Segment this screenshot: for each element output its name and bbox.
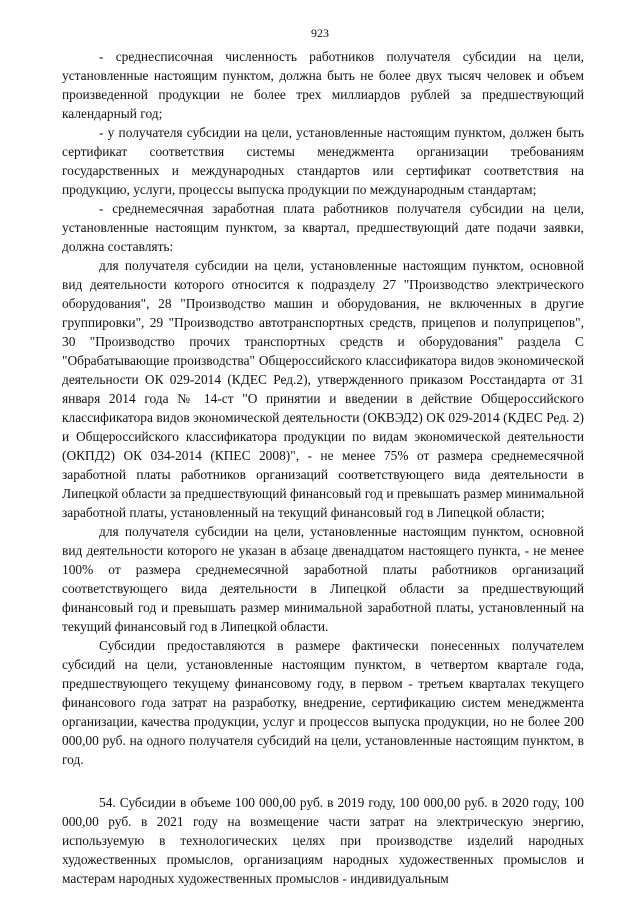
document-body <box>62 47 584 888</box>
paragraph-employee-count: - среднесписочная численность работников получателя субсидии на цели, установленные настоящим пунктом, должна быть не более двух тысяч человек и объем произведенной продукции не более трех миллиардов рублей за предшествующий календарный год; <box>62 49 584 121</box>
page-number: 923 <box>311 26 329 40</box>
paragraph-average-salary: - среднемесячная заработная плата работников получателя субсидии на цели, установленные настоящим пунктом, за квартал, предшествующий дате подачи заявки, должна составлять: <box>62 201 584 254</box>
paragraph-manufacturing-sectors: для получателя субсидии на цели, установленные настоящим пунктом, основной вид деятельности которого относится к подразделу 27 "Производство электрического оборудования", 28 "Производство машин и оборудования, не включенных в другие группировки", 29 "Производство автотранспортных средств, прицепов и полуприцепов", 30 "Производство прочих транспортных средств и оборудования" раздела С "Обрабатывающие производства" Общероссийского классификатора видов экономической деятельности ОК 029-2014 (КДЕС Ред.2), утвержденного приказом Росстандарта от 31 января 2014 года № 14-ст "О принятии и введении в действие Общероссийского классификатора видов экономической деятельности (ОКВЭД2) ОК 029-2014 (КДЕС Ред. 2) и Общероссийского классификатора продукции по видам экономической деятельности (ОКПД2) ОК 034-2014 (КПЕС 2008)", - не менее 75% от размера среднемесячной заработной платы работников организаций соответствующего вида деятельности в Липецкой области за предшествующий финансовый год и превышать размер минимальной заработной платы, установленный на текущий финансовый год в Липецкой области; <box>62 258 584 520</box>
paragraph-subsidy-amount: Субсидии предоставляются в размере фактически понесенных получателем субсидий на цели, установленные настоящим пунктом, в четвертом квартале года, предшествующего текущему финансовому году, в первом - третьем кварталах текущего финансового года затрат на разработку, внедрение, сертификацию систем менеджмента организации, качества продукции, услуг и процессов выпуска продукции, но не более 200 000,00 руб. на одного получателя субсидий на цели, установленные настоящим пунктом, в год. <box>62 638 584 767</box>
paragraph-item-54: 54. Субсидии в объеме 100 000,00 руб. в 2019 году, 100 000,00 руб. в 2020 году, 100 000,00 руб. в 2021 году на возмещение части затрат на электрическую энергию, используемую в технологических целях при производстве изделий народных художественных промыслов, организациям народных художественных промыслов и мастерам народных художественных промыслов - индивидуальным <box>62 795 584 886</box>
paragraph-other-sectors: для получателя субсидии на цели, установленные настоящим пунктом, основной вид деятельности которого не указан в абзаце двенадцатом настоящего пункта, - не менее 100% от размера среднемесячной заработной платы работников организаций соответствующего вида деятельности в Липецкой области за предшествующий финансовый год и превышать размер минимальной заработной платы, установленный на текущий финансовый год в Липецкой области. <box>62 524 584 634</box>
paragraph-certificate: - у получателя субсидии на цели, установленные настоящим пунктом, должен быть сертификат соответствия системы менеджмента организации требованиям государственных и международных стандартов или сертификат соответствия на продукцию, услуги, процессы выпуска продукции по международным стандартам; <box>62 125 584 197</box>
paragraph-gap <box>62 769 584 793</box>
